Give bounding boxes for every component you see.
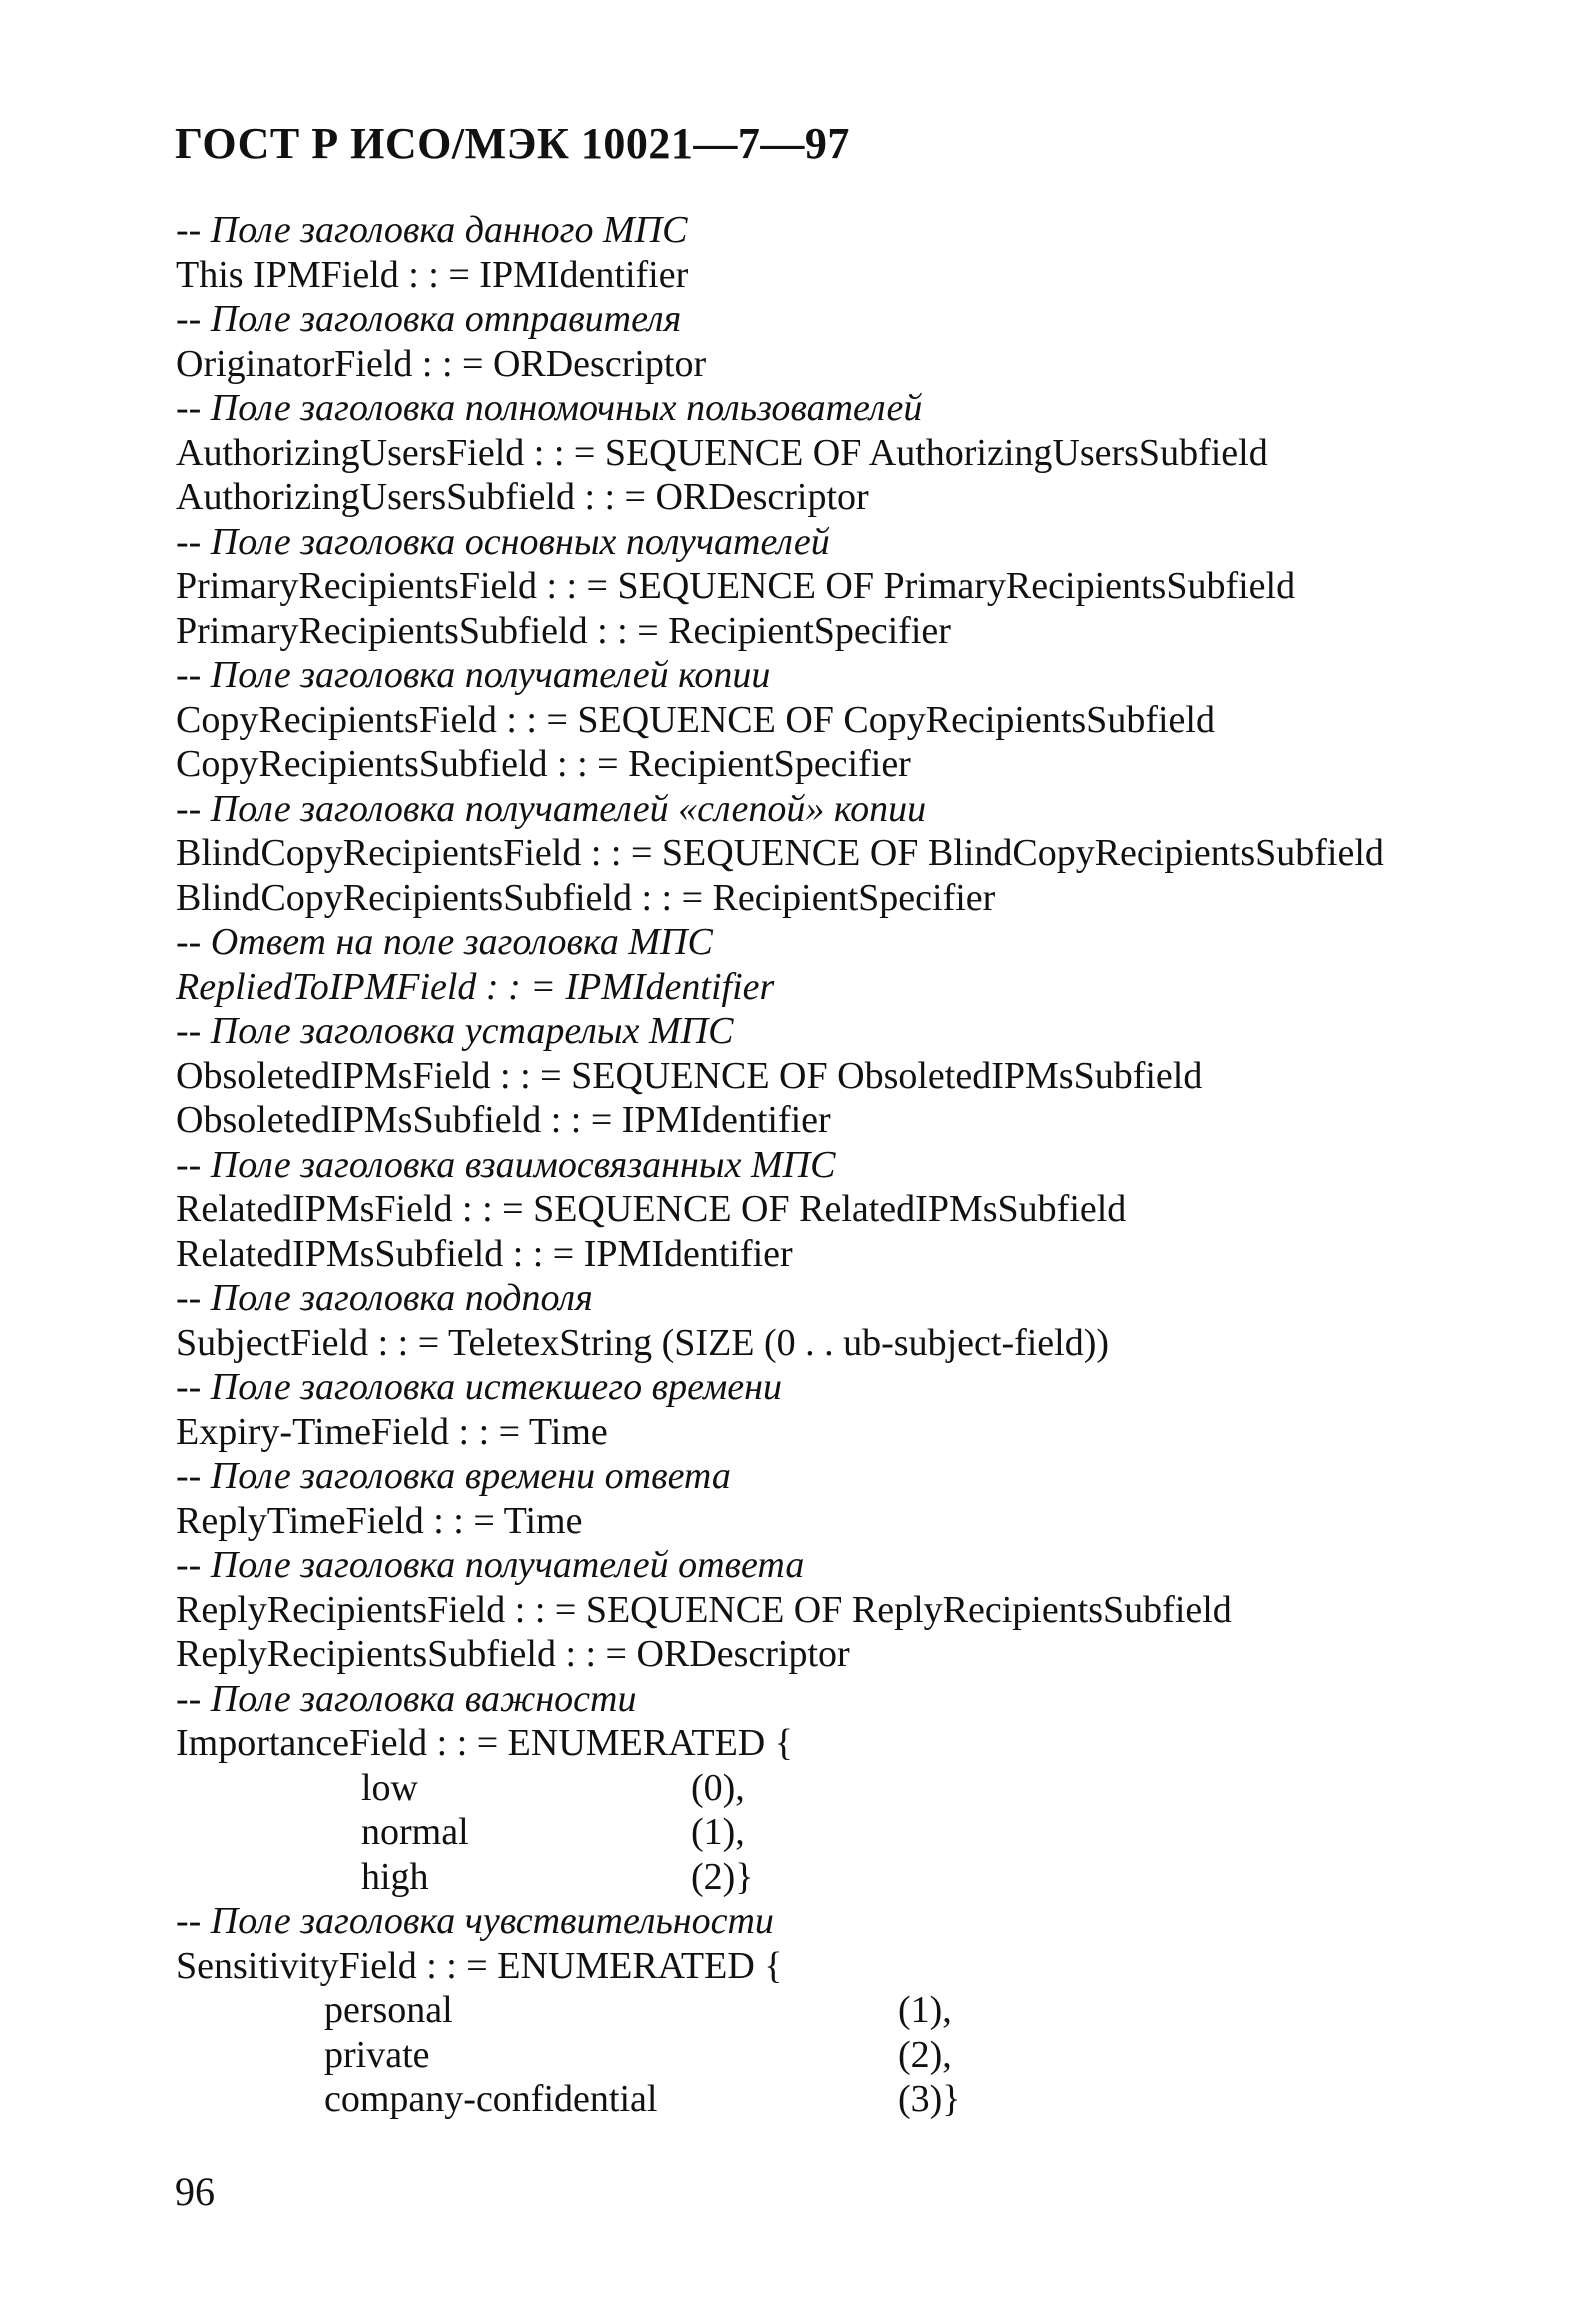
- definition-line: RepliedToIPMField : : = IPMIdentifier: [176, 965, 775, 1008]
- comment-line: -- Поле заголовка получателей «слепой» копии: [176, 787, 927, 830]
- comment-line: -- Поле заголовка данного МПС: [176, 209, 688, 251]
- enum-item: [176, 2033, 1576, 2078]
- enum-item-name: high: [361, 1855, 429, 1898]
- definition-line: CopyRecipientsSubfield : : = RecipientSpecifier: [176, 743, 911, 785]
- comment-line: -- Поле заголовка чувствительности: [176, 1900, 774, 1942]
- enum-item: [176, 1988, 1576, 2033]
- enum-item-name: company-confidential: [324, 2078, 658, 2120]
- enum-item-value: (0),: [691, 1766, 745, 1809]
- enum-item-value: (1),: [898, 1989, 952, 2031]
- enum-item-value: (2),: [898, 2033, 952, 2076]
- comment-line: -- Поле заголовка устарелых МПС: [176, 1010, 734, 1052]
- definition-line: ObsoletedIPMsSubfield : : = IPMIdentifier: [176, 1099, 831, 1141]
- definition-line: ReplyTimeField : : = Time: [176, 1499, 583, 1542]
- definition-line: SubjectField : : = TeletexString (SIZE (0 . . ub-subject-field)): [176, 1321, 1110, 1364]
- comment-line: -- Поле заголовка важности: [176, 1677, 637, 1720]
- definition-line: ReplyRecipientsSubfield : : = ORDescriptor: [176, 1633, 850, 1675]
- enum-item-value: (2)}: [691, 1855, 754, 1898]
- definition-line: AuthorizingUsersSubfield : : = ORDescriptor: [176, 476, 869, 518]
- enum-item: [176, 1766, 1576, 1811]
- definition-line: BlindCopyRecipientsField : : = SEQUENCE OF BlindCopyRecipientsSubfield: [176, 832, 1384, 874]
- enum-item-name: normal: [361, 1811, 469, 1853]
- enum-item-name: personal: [324, 1989, 453, 2031]
- comment-line: -- Поле заголовка основных получателей: [176, 520, 830, 563]
- definition-line: RelatedIPMsSubfield : : = IPMIdentifier: [176, 1232, 793, 1275]
- page-number: 96: [175, 2169, 215, 2214]
- definition-line: RelatedIPMsField : : = SEQUENCE OF RelatedIPMsSubfield: [176, 1188, 1127, 1230]
- comment-line: -- Поле заголовка подполя: [176, 1277, 593, 1319]
- comment-line: -- Поле заголовка времени ответа: [176, 1455, 731, 1497]
- enum-item-value: (3)}: [898, 2078, 961, 2120]
- definition-line: OriginatorField : : = ORDescriptor: [176, 342, 707, 385]
- definition-line: Expiry-TimeField : : = Time: [176, 1410, 608, 1453]
- definition-line: ObsoletedIPMsField : : = SEQUENCE OF ObsoletedIPMsSubfield: [176, 1054, 1203, 1097]
- definition-line: BlindCopyRecipientsSubfield : : = RecipientSpecifier: [176, 876, 996, 919]
- definition-line: ReplyRecipientsField : : = SEQUENCE OF ReplyRecipientsSubfield: [176, 1588, 1232, 1631]
- comment-line: -- Поле заголовка истекшего времени: [176, 1366, 782, 1408]
- enum-item: [176, 1855, 1576, 1900]
- document-header: ГОСТ Р ИСО/МЭК 10021—7—97: [175, 119, 850, 168]
- definition-line: PrimaryRecipientsField : : = SEQUENCE OF PrimaryRecipientsSubfield: [176, 565, 1296, 607]
- definition-line: PrimaryRecipientsSubfield : : = RecipientSpecifier: [176, 609, 951, 652]
- asn1-definitions: [176, 208, 1576, 2122]
- comment-line: -- Поле заголовка получателей копии: [176, 654, 771, 696]
- enum-item-value: (1),: [691, 1811, 745, 1853]
- definition-line: SensitivityField : : = ENUMERATED {: [176, 1944, 783, 1987]
- enum-item: [176, 2077, 1576, 2122]
- enum-item-name: private: [324, 2033, 430, 2076]
- comment-line: -- Поле заголовка полномочных пользователей: [176, 387, 923, 429]
- comment-line: -- Поле заголовка взаимосвязанных МПС: [176, 1143, 836, 1186]
- definition-line: This IPMField : : = IPMIdentifier: [176, 253, 689, 296]
- enum-item: [176, 1810, 1576, 1855]
- definition-line: AuthorizingUsersField : : = SEQUENCE OF AuthorizingUsersSubfield: [176, 431, 1268, 474]
- definition-line: CopyRecipientsField : : = SEQUENCE OF CopyRecipientsSubfield: [176, 698, 1215, 741]
- comment-line: -- Поле заголовка получателей ответа: [176, 1544, 805, 1586]
- comment-line: -- Поле заголовка отправителя: [176, 298, 682, 340]
- enum-item-name: low: [361, 1766, 418, 1809]
- definition-line: ImportanceField : : = ENUMERATED {: [176, 1722, 793, 1764]
- comment-line: -- Ответ на поле заголовка МПС: [176, 921, 713, 963]
